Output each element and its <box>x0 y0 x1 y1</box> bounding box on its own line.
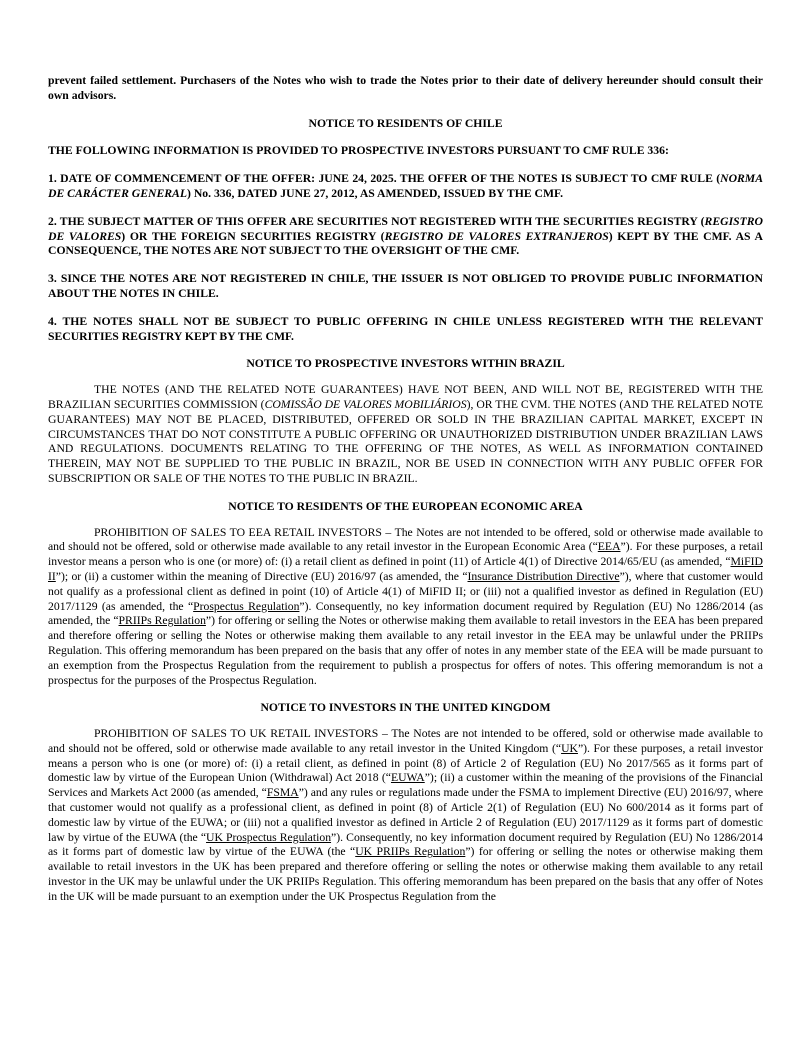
uk-priips-regulation-defined-term: UK PRIIPs Regulation <box>355 845 466 859</box>
eea-paragraph: PROHIBITION OF SALES TO EEA RETAIL INVESTORS – The Notes are not intended to be offered, sold or otherwise made available to and should not be offered, sold or otherwise made available to any retail investor in the European Economic Area (“EEA”). For these purposes, a retail investor means a person who is one (or more) of: (i) a retail client as defined in point (11) of Article 4(1) of Directive 2014/65/EU (as amended, “MiFID II”); or (ii) a customer within the meaning of Directive (EU) 2016/97 (as amended, the “Insurance Distribution Directive”), where that customer would not qualify as a professional client as defined in point (10) of Article 4(1) of MiFID II; or (iii) not a qualified investor as defined in Regulation (EU) 2017/1129 (as amended, the “Prospectus Regulation”). Consequently, no key information document required by Regulation (EU) No 1286/2014 (as amended, the “PRIIPs Regulation”) for offering or selling the Notes or otherwise making them available to retail investors in the EEA has been prepared and therefore offering or selling the Notes or otherwise making them available to any retail investor in the EEA may be unlawful under the PRIIPs Regulation. This offering memorandum has been prepared on the basis that any offer of notes in any member state of the EEA will be made pursuant to an exemption from the Prospectus Regulation from the requirement to publish a prospectus for offers of notes. This offering memorandum is not a prospectus for the purposes of the Prospectus Regulation. <box>48 525 763 687</box>
chile-heading: NOTICE TO RESIDENTS OF CHILE <box>308 116 503 130</box>
intro-paragraph: prevent failed settlement. Purchasers of the Notes who wish to trade the Notes prior to their date of delivery hereunder should consult their own advisors. <box>48 74 763 102</box>
chile-item-4: 4. THE NOTES SHALL NOT BE SUBJECT TO PUBLIC OFFERING IN CHILE UNLESS REGISTERED WITH THE RELEVANT SECURITIES REGISTRY KEPT BY THE CMF. <box>48 314 763 343</box>
fsma-defined-term: FSMA <box>266 786 299 800</box>
brazil-heading: NOTICE TO PROSPECTIVE INVESTORS WITHIN BRAZIL <box>246 357 565 371</box>
idd-defined-term: Insurance Distribution Directive <box>467 569 620 583</box>
uk-heading: NOTICE TO INVESTORS IN THE UNITED KINGDOM <box>260 701 551 715</box>
eea-heading: NOTICE TO RESIDENTS OF THE EUROPEAN ECONOMIC AREA <box>228 499 583 513</box>
chile-item-3: 3. SINCE THE NOTES ARE NOT REGISTERED IN CHILE, THE ISSUER IS NOT OBLIGED TO PROVIDE PUBLIC INFORMATION ABOUT THE NOTES IN CHILE. <box>48 272 763 300</box>
mifid-defined-term: MiFID II <box>48 555 763 583</box>
uk-paragraph: PROHIBITION OF SALES TO UK RETAIL INVESTORS – The Notes are not intended to be offered, sold or otherwise made available to and should not be offered, sold or otherwise made available to any retail investor in the United Kingdom (“UK”). For these purposes, a retail investor means a person who is one (or more) of: (i) a retail client, as defined in point (8) of Article 2 of Regulation (EU) No 2017/565 as it forms part of domestic law by virtue of the European Union (Withdrawal) Act 2018 (“EUWA”); (ii) a customer within the meaning of the provisions of the Financial Services and Markets Act 2000 (as amended, “FSMA”) and any rules or regulations made under the FSMA to implement Directive (EU) 2016/97, where that customer would not qualify as a professional client, as defined in point (8) of Article 2(1) of Regulation (EU) No 600/2014 as it forms part of domestic law by virtue of the EUWA; or (iii) not a qualified investor as defined in Article 2 of Regulation (EU) 2017/1129 as it forms part of domestic law by virtue of the EUWA (the “UK Prospectus Regulation”). Consequently, no key information document required by Regulation (EU) No 1286/2014 as it forms part of domestic law by virtue of the EUWA (the “UK PRIIPs Regulation”) for offering or selling the notes or otherwise making them available to retail investors in the UK has been prepared and therefore offering or selling the notes or otherwise making them available to any retail investor in the UK may be unlawful under the UK PRIIPs Regulation. This offering memorandum has been prepared on the basis that any offer of Notes in the UK will be made pursuant to an exemption under the UK Prospectus Regulation from the <box>48 727 764 903</box>
chile-lead: THE FOLLOWING INFORMATION IS PROVIDED TO PROSPECTIVE INVESTORS PURSUANT TO CMF RULE 336: <box>48 144 669 158</box>
brazil-paragraph: THE NOTES (AND THE RELATED NOTE GUARANTEES) HAVE NOT BEEN, AND WILL NOT BE, REGISTERED WITH THE BRAZILIAN SECURITIES COMMISSION (COMISSÃO DE VALORES MOBILIÁRIOS), OR THE CVM. THE NOTES (AND THE RELATED NOTE GUARANTEES) MAY NOT BE PLACED, DISTRIBUTED, OFFERED OR SOLD IN THE BRAZILIAN CAPITAL MARKET, EXCEPT IN CIRCUMSTANCES THAT DO NOT CONSTITUTE A PUBLIC OFFERING OR UNAUTHORIZED DISTRIBUTION UNDER BRAZILIAN LAWS AND REGULATIONS. DOCUMENTS RELATING TO THE OFFERING OF THE NOTES, AS WELL AS INFORMATION CONTAINED THEREIN, MAY NOT BE SUPPLIED TO THE PUBLIC IN BRAZIL, NOR BE USED IN CONNECTION WITH ANY PUBLIC OFFER FOR SUBSCRIPTION OR SALE OF THE NOTES TO THE PUBLIC IN BRAZIL. <box>48 383 763 485</box>
chile-item-1: 1. DATE OF COMMENCEMENT OF THE OFFER: JUNE 24, 2025. THE OFFER OF THE NOTES IS SUBJECT TO CMF RULE (NORMA DE CARÁCTER GENERAL) No. 336, DATED JUNE 27, 2012, AS AMENDED, ISSUED BY THE CMF. <box>48 172 763 200</box>
euwa-defined-term: EUWA <box>390 771 425 785</box>
eea-defined-term: EEA <box>597 540 621 554</box>
uk-defined-term: UK <box>561 741 578 755</box>
priips-regulation-defined-term: PRIIPs Regulation <box>118 614 206 628</box>
prospectus-regulation-defined-term: Prospectus Regulation <box>193 599 300 613</box>
chile-item-2: 2. THE SUBJECT MATTER OF THIS OFFER ARE SECURITIES NOT REGISTERED WITH THE SECURITIES REGISTRY (REGISTRO DE VALORES) OR THE FOREIGN SECURITIES REGISTRY (REGISTRO DE VALORES EXTRANJEROS) KEPT BY THE CMF. AS A CONSEQUENCE, THE NOTES ARE NOT SUBJECT TO THE OVERSIGHT OF THE CMF. <box>48 214 763 258</box>
uk-prospectus-regulation-defined-term: UK Prospectus Regulation <box>206 830 332 844</box>
